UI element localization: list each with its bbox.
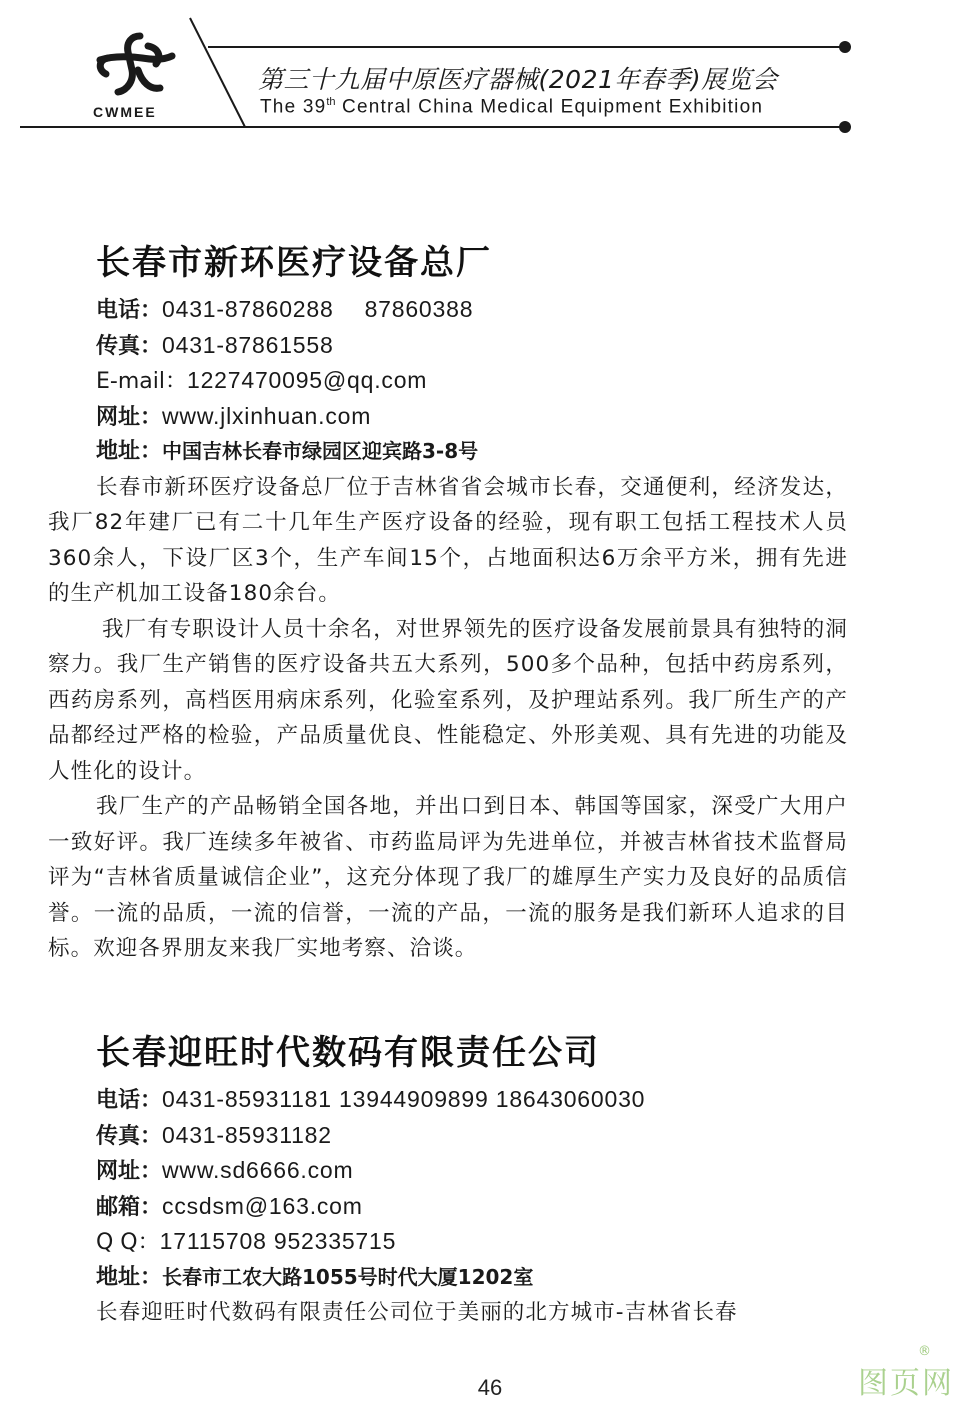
website-value: www.jlxinhuan.com (162, 402, 372, 429)
description-paragraph: 长春迎旺时代数码有限责任公司位于美丽的北方城市-吉林省长春 (96, 1300, 738, 1325)
phone-value: 0431-85931181 13944909899 18643060030 (162, 1086, 646, 1112)
email-value: ccsdsm@163.com (162, 1192, 363, 1219)
email-row (96, 363, 848, 399)
address-label: 地址： (96, 1264, 163, 1290)
watermark-logo: 图页网 (858, 1366, 954, 1401)
phone-row (96, 1082, 848, 1118)
fax-row (96, 1118, 848, 1154)
exhibition-title-en-suffix: Central China Medical Equipment Exhibition (335, 96, 764, 118)
website-value: www.sd6666.com (162, 1157, 354, 1183)
page-number: 46 (477, 1375, 503, 1400)
email-label: 邮箱： (96, 1194, 163, 1220)
company-name: 长春迎旺时代数码有限责任公司 (96, 1033, 600, 1073)
address-row (96, 1260, 848, 1296)
company-section-yingwang (48, 1030, 848, 1331)
fax-label: 传真： (96, 1123, 163, 1149)
website-row (96, 399, 848, 435)
fax-value: 0431-85931182 (162, 1121, 332, 1148)
contact-block (96, 292, 848, 470)
ordinal-suffix: th (326, 96, 336, 108)
phone-label: 电话： (96, 1088, 163, 1113)
address-value: 长春市工农大路1055号时代大厦1202室 (162, 1264, 534, 1289)
website-label: 网址： (96, 404, 163, 430)
registered-mark: ® (918, 1344, 931, 1359)
email-row (96, 1189, 848, 1225)
email-label: E-mail： (96, 369, 187, 394)
qq-label: Q Q： (96, 1230, 160, 1255)
page-header (0, 0, 980, 140)
company-description (48, 1295, 848, 1331)
address-row (96, 434, 848, 470)
exhibition-title-cn: 第三十九届中原医疗器械(2021年春季)展览会 (258, 65, 778, 94)
fax-label: 传真： (96, 333, 163, 359)
description-paragraph: 我厂生产的产品畅销全国各地，并出口到日本、韩国等国家，深受广大用户一致好评。我厂连续多年被省、市药监局评为先进单位，并被吉林省技术监督局评为“吉林省质量诚信企业”，这充分体现了我厂的雄厚生产实力及良好的品质信誉。一流的品质，一流的信誉，一流的产品，一流的服务是我们新环人追求的目标。欢迎各界朋友来我厂实地考察、洽谈。 (48, 794, 848, 961)
website-row (96, 1153, 848, 1189)
fax-row (96, 328, 848, 364)
phone-label: 电话： (96, 298, 163, 323)
qq-row (96, 1224, 848, 1260)
address-value: 中国吉林长春市绿园区迎宾路3-8号 (162, 439, 479, 463)
company-section-xinhuan (48, 240, 848, 967)
description-paragraph: 长春市新环医疗设备总厂位于吉林省省会城市长春，交通便利，经济发达，我厂82年建厂已有二十几年生产医疗设备的经验，现有职工包括工程技术人员360余人，下设厂区3个，生产车间15个，占地面积达6万余平方米，拥有先进的生产机加工设备180余台。 (48, 474, 848, 606)
fax-value: 0431-87861558 (162, 331, 334, 358)
qq-value: 17115708 952335715 (159, 1228, 397, 1254)
exhibition-title-en (260, 96, 763, 118)
phone-value: 0431-87860288 87860388 (162, 296, 474, 322)
phone-row (96, 292, 848, 328)
exhibition-title-en-prefix: The 39 (260, 96, 327, 118)
cwmee-logo-icon (92, 30, 176, 102)
contact-block (96, 1082, 848, 1295)
description-paragraph: 我厂有专职设计人员十余名，对世界领先的医疗设备发展前景具有独特的洞察力。我厂生产销售的医疗设备共五大系列，500多个品种，包括中药房系列，西药房系列，高档医用病床系列，化验室系列，及护理站系列。我厂所生产的产品都经过严格的检验，产品质量优良、性能稳定、外形美观、具有先进的功能及人性化的设计。 (48, 616, 848, 784)
website-label: 网址： (96, 1159, 163, 1184)
logo-text: CWMEE (93, 104, 157, 120)
address-label: 地址： (96, 439, 163, 464)
company-description (48, 470, 848, 967)
company-name: 长春市新环医疗设备总厂 (96, 243, 492, 283)
email-value: 1227470095@qq.com (186, 367, 428, 393)
